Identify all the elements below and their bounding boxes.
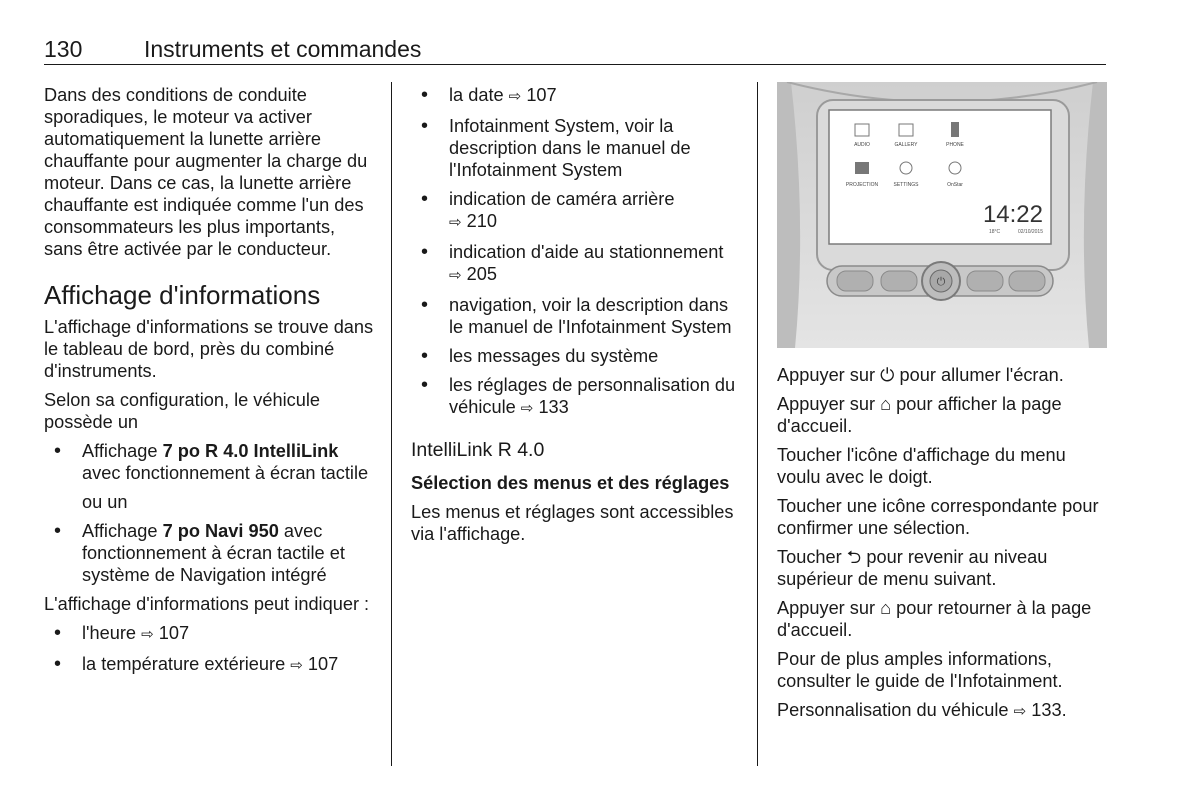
column-2 xyxy=(411,84,741,552)
page-number: 130 xyxy=(44,36,83,62)
page-reference[interactable]: ⇨ 133. xyxy=(1013,700,1067,720)
subheading-menus: Sélection des menus et des réglages xyxy=(411,473,730,493)
page-reference[interactable]: ⇨ 133 xyxy=(520,397,569,417)
app-label-audio[interactable]: AUDIO xyxy=(854,142,870,148)
app-label-projection[interactable]: PROJECTION xyxy=(845,182,879,188)
clock-time: 14:22 xyxy=(982,201,1043,228)
list-item: • indication d'aide au stationnement ⇨ 205 xyxy=(411,241,741,287)
app-label-onstar[interactable]: OnStar xyxy=(947,182,963,188)
list-item: • indication de caméra arrière ⇨ 210 xyxy=(411,188,741,234)
svg-text:⏻: ⏻ xyxy=(936,275,946,288)
paragraph-personalisation: Personnalisation du véhicule ⇨ 133. xyxy=(777,700,1067,720)
list-item: • Infotainment System, voir la description dans le manuel de l'Infotainment System xyxy=(411,115,741,181)
column-divider-1 xyxy=(391,82,392,766)
paragraph-confirm: Toucher une icône correspondante pour confirmer une sélection. xyxy=(777,496,1099,538)
paragraph-menus: Les menus et réglages sont accessibles via l'affichage. xyxy=(411,502,734,544)
section-title: Instruments et commandes xyxy=(144,36,422,62)
config-options-list-2 xyxy=(44,520,374,586)
back-button[interactable] xyxy=(881,271,917,291)
projection-icon xyxy=(855,162,869,174)
app-label-settings[interactable]: SETTINGS xyxy=(893,182,919,188)
paragraph-home: Appuyer sur ⌂ pour afficher la page d'accueil. xyxy=(777,394,1062,436)
paragraph-touch-menu: Toucher l'icône d'affichage du menu voulu avec le doigt. xyxy=(777,445,1066,487)
list-item: • les messages du système xyxy=(411,345,741,367)
infotainment-illustration xyxy=(777,82,1107,348)
paragraph-config: Selon sa configuration, le véhicule possède un xyxy=(44,390,321,432)
paragraph-can-show: L'affichage d'informations peut indiquer : xyxy=(44,594,370,614)
heading-affichage: Affichage d'informations xyxy=(44,280,321,310)
arrow-right-icon: ⇨ xyxy=(141,626,154,643)
intro-paragraph: Dans des conditions de conduite sporadiques, le moteur va activer automatiquement la lunette arrière chauffante pour augmenter la charge du moteur. Dans ce cas, la lunette arrière chauffante est indiquée comme l'un des consommateurs les plus importants, sans être activée par le conducteur. xyxy=(44,85,368,259)
list-item: • Affichage 7 po Navi 950 avec fonctionnement à écran tactile et système de Navigation intégré xyxy=(44,520,374,586)
app-label-phone[interactable]: PHONE xyxy=(946,142,964,148)
date-display: 02/10/2015 xyxy=(1017,229,1043,235)
arrow-right-icon: ⇨ xyxy=(1013,703,1027,720)
list-item: • la température extérieure ⇨ 107 xyxy=(44,653,374,677)
paragraph-return-home: Appuyer sur ⌂ pour retourner à la page d'accueil. xyxy=(777,598,1092,640)
list-item: • les réglages de personnalisation du véhicule ⇨ 133 xyxy=(411,374,741,420)
app-label-gallery[interactable]: GALLERY xyxy=(894,142,918,148)
page-reference[interactable]: ⇨ 205 xyxy=(449,264,497,284)
page-reference[interactable]: ⇨ 107 xyxy=(141,623,190,643)
list-item: • Affichage 7 po R 4.0 IntelliLink avec fonctionnement à écran tactile xyxy=(44,440,374,484)
paragraph-more-info: Pour de plus amples informations, consulter le guide de l'Infotainment. xyxy=(777,649,1063,691)
list-item: • navigation, voir la description dans le manuel de l'Infotainment System xyxy=(411,294,741,338)
page-reference[interactable]: ⇨ 107 xyxy=(508,85,557,105)
paragraph-power: Appuyer sur ⏻ pour allumer l'écran. xyxy=(777,365,1064,385)
heading-intellilink: IntelliLink R 4.0 xyxy=(411,439,545,461)
list-item: • la date ⇨ 107 xyxy=(411,84,741,108)
column-1 xyxy=(44,84,374,684)
page-reference[interactable]: ⇨ 107 xyxy=(290,654,339,674)
home-button[interactable] xyxy=(837,271,873,291)
paragraph-back: Toucher ⮌ pour revenir au niveau supérieur de menu suivant. xyxy=(777,547,1048,589)
column-3 xyxy=(777,364,1107,730)
display-items-list xyxy=(44,622,374,677)
column-divider-2 xyxy=(757,82,758,766)
page-reference[interactable]: ⇨ 210 xyxy=(449,211,497,231)
paragraph-location: L'affichage d'informations se trouve dans le tableau de bord, près du combiné d'instruments. xyxy=(44,317,374,381)
display-items-list-2 xyxy=(411,84,741,420)
seek-button[interactable] xyxy=(967,271,1003,291)
or-text: ou un xyxy=(82,492,128,512)
arrow-right-icon: ⇨ xyxy=(508,88,522,105)
outside-temp: 18°C xyxy=(989,229,1001,235)
phone-icon xyxy=(951,122,959,137)
arrow-right-icon: ⇨ xyxy=(290,657,303,674)
page-header xyxy=(44,36,1106,65)
list-item: • l'heure ⇨ 107 xyxy=(44,622,374,646)
arrow-right-icon: ⇨ xyxy=(520,400,534,417)
arrow-right-icon: ⇨ xyxy=(449,267,462,284)
arrow-right-icon: ⇨ xyxy=(449,214,462,231)
phone-button[interactable] xyxy=(1009,271,1045,291)
config-options-list xyxy=(44,440,374,484)
